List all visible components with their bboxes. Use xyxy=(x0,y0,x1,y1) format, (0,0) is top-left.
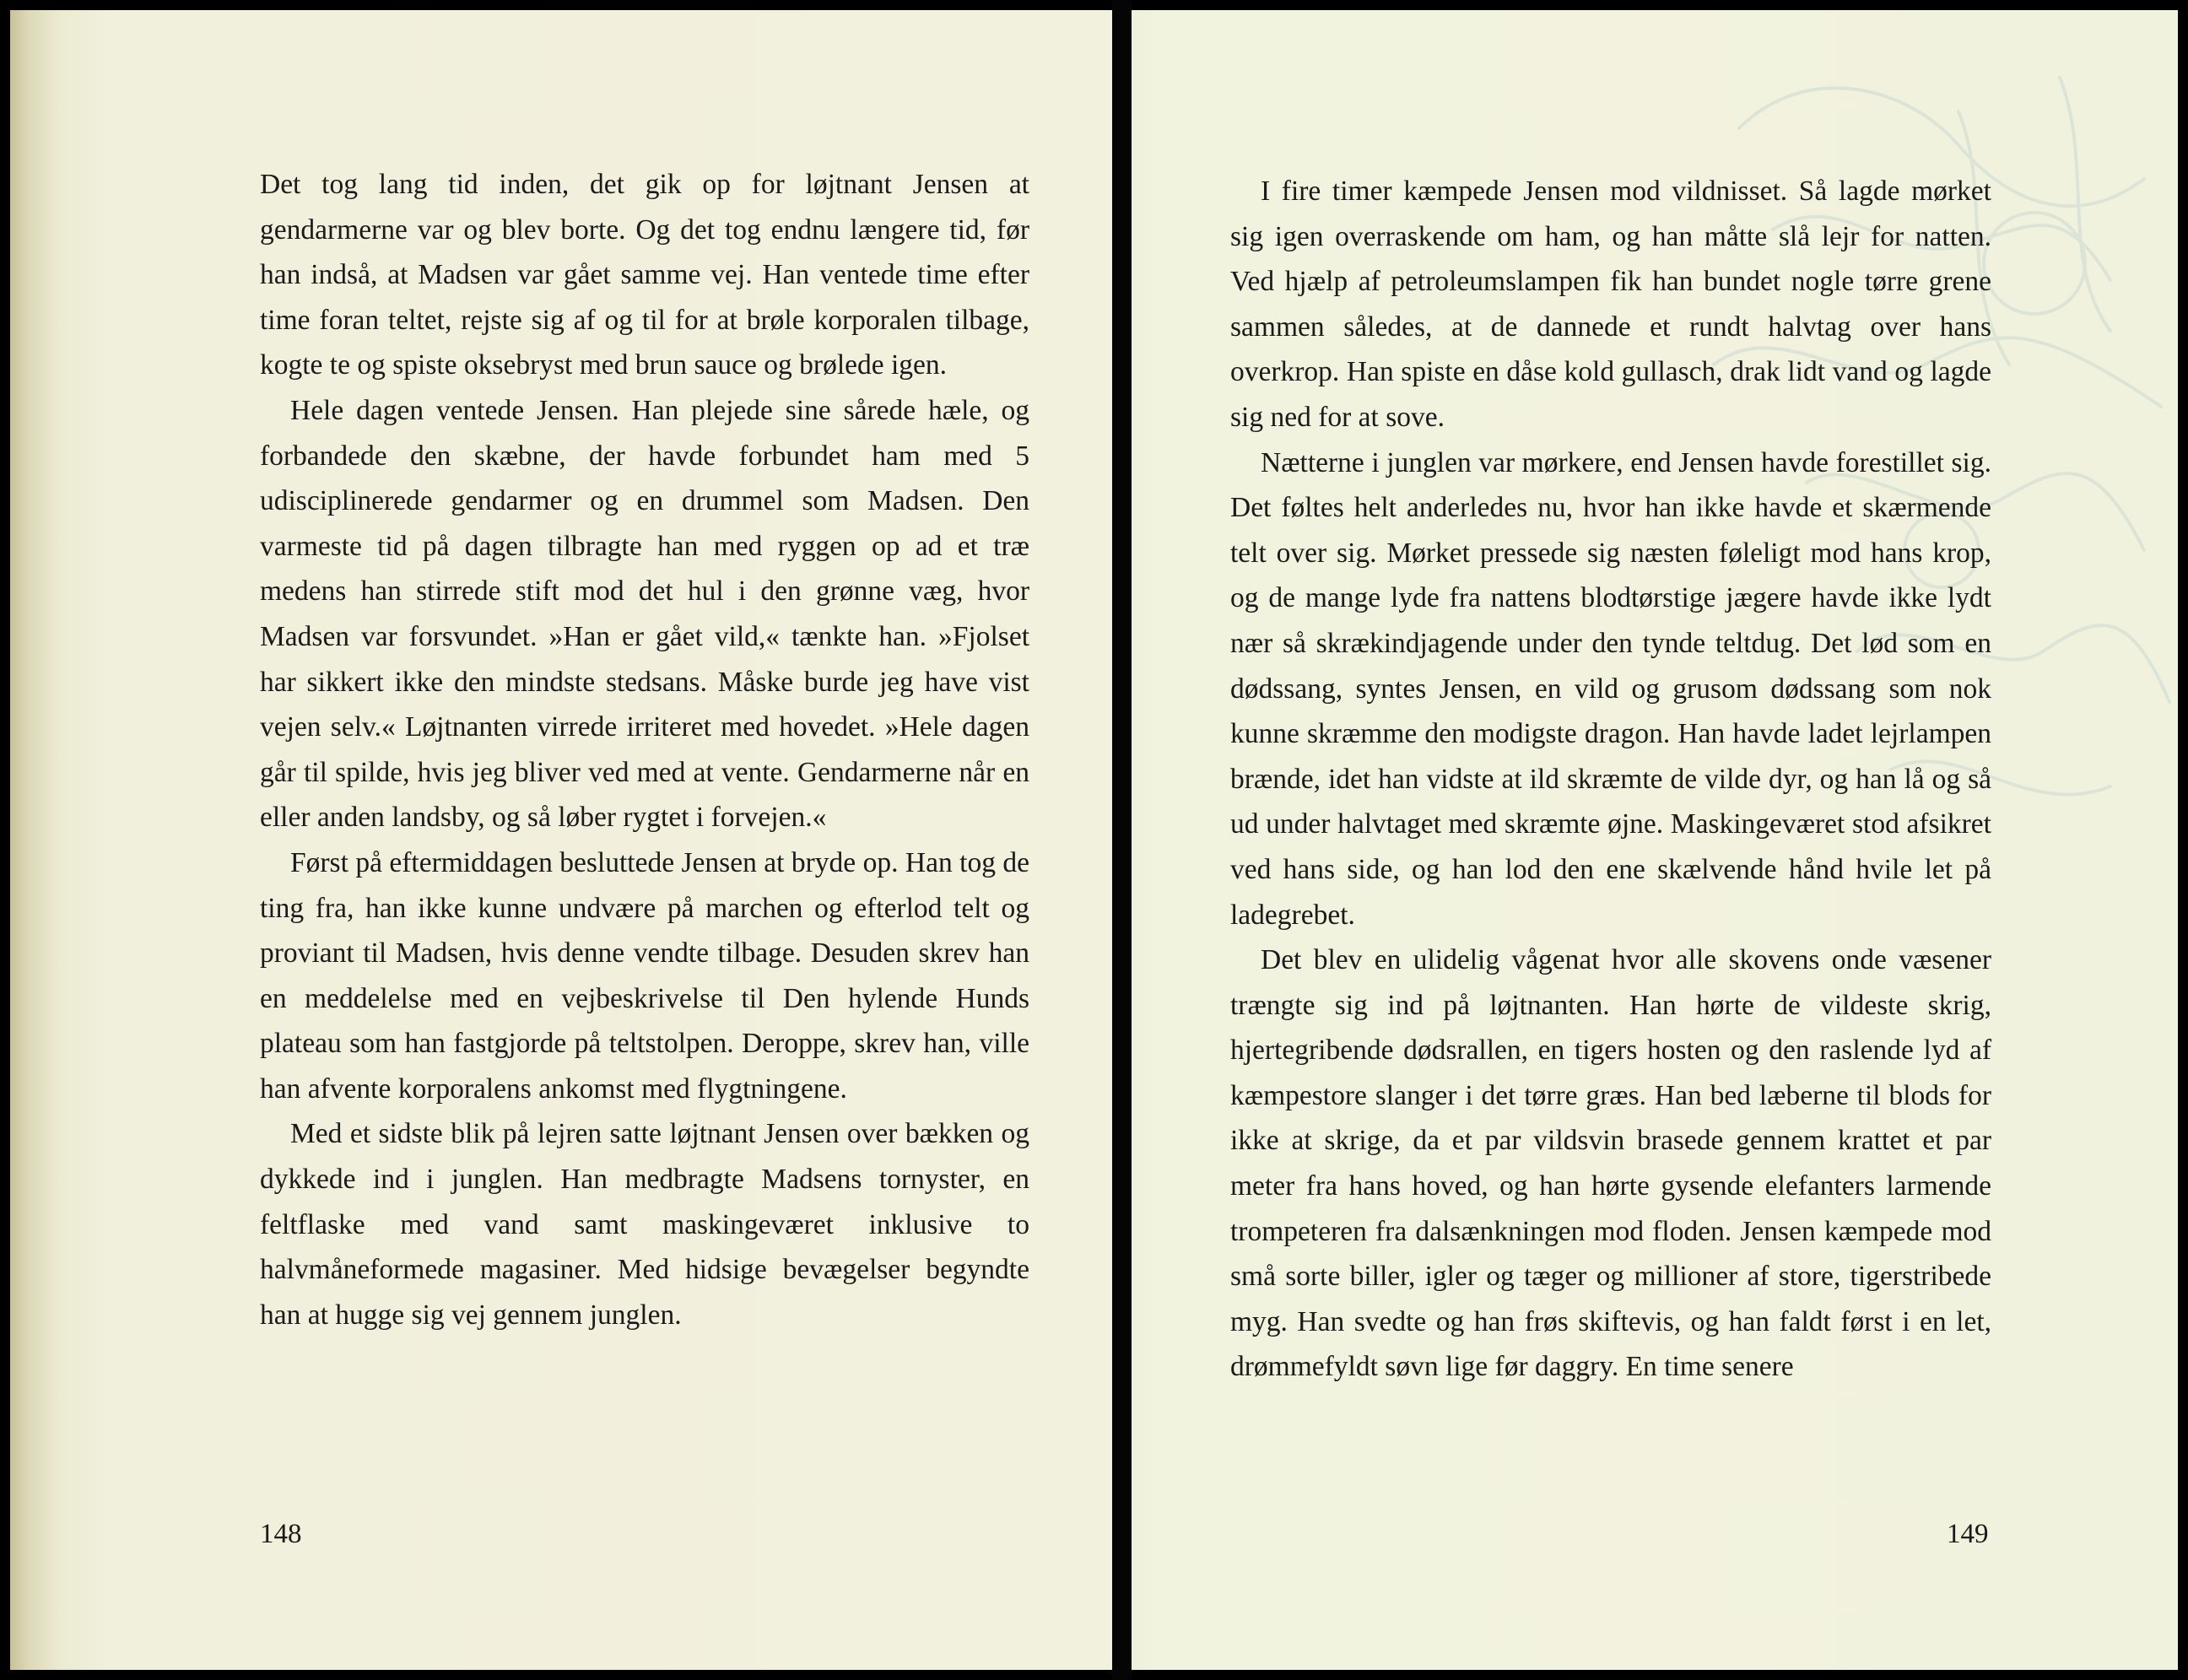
right-page-text xyxy=(1230,169,1991,1390)
paragraph: Først på eftermiddagen besluttede Jensen at bryde op. Han tog de ting fra, han ikke kunne undvære på marchen og efterlod telt og proviant til Madsen, hvis denne vendte tilbage. Desuden skrev han en meddelelse med en vejbeskrivelse til Den hylende Hunds plateau som han fastgjorde på teltstolpen. Deroppe, skrev han, ville han afvente korporalens ankomst med flygtningene. xyxy=(260,846,1029,1105)
paragraph: Det blev en ulidelig vågenat hvor alle skovens onde væsener trængte sig ind på løjtnanten. Han hørte de vildeste skrig, hjertegribende dødsrallen, en tigers hosten og den raslende lyd af kæmpestore slanger i det tørre græs. Han bed læberne til blods for ikke at skrige, da et par vildsvin brasede gennem krattet et par meter fra hans hoved, og han hørte gysende elefanters larmende trompeteren fra dalsænkningen mod floden. Jensen kæmpede mod små sorte biller, igler og tæger og millioner af store, tigerstribede myg. Han svedte og han frøs skiftevis, og han faldt først i en let, drømmefyldt søvn lige før daggry. En time senere xyxy=(1230,944,1991,1383)
page-number: 149 xyxy=(1947,1519,1989,1549)
book-gutter xyxy=(1112,0,1132,1680)
left-page xyxy=(10,10,1112,1670)
paragraph: Det tog lang tid inden, det gik op for løjtnant Jensen at gendarmerne var og blev borte. Og det tog endnu længere tid, før han indså, at Madsen var gået samme vej. Han ventede time efter time foran teltet, rejste sig af og til for at brøle korporalen tilbage, kogte te og spiste oksebryst med brun sauce og brølede igen. xyxy=(260,169,1029,381)
left-page-text xyxy=(260,162,1029,1337)
paragraph: Med et sidste blik på lejren satte løjtnant Jensen over bækken og dykkede ind i junglen. Han medbragte Madsens tornyster, en feltflaske med vand samt maskingeværet inklusive to halvmåneformede magasiner. Med hidsige bevægelser begyndte han at hugge sig vej gennem junglen. xyxy=(260,1118,1029,1331)
paragraph: I fire timer kæmpede Jensen mod vildnisset. Så lagde mørket sig igen overraskende om ham, og han måtte slå lejr for natten. Ved hjælp af petroleumslampen fik han bundet nogle tørre grene sammen således, at de dannede et rundt halvtag over hans overkrop. Han spiste en dåse kold gullasch, drak lidt vand og lagde sig ned for at sove. xyxy=(1230,176,1991,433)
right-page xyxy=(1132,10,2178,1670)
paragraph: Hele dagen ventede Jensen. Han plejede sine sårede hæle, og forbandede den skæbne, der havde forbundet ham med 5 udisciplinerede gendarmer og en drummel som Madsen. Den varmeste tid på dagen tilbragte han med ryggen op ad et træ medens han stirrede stift mod det hul i den grønne væg, hvor Madsen var forsvundet. »Han er gået vild,« tænkte han. »Fjolset har sikkert ikke den mindste stedsans. Måske burde jeg have vist vejen selv.« Løjtnanten virrede irriteret med hovedet. »Hele dagen går til spilde, hvis jeg bliver ved med at vente. Gendarmerne når en eller anden landsby, og så løber rygtet i forvejen.« xyxy=(260,394,1029,834)
paragraph: Nætterne i junglen var mørkere, end Jensen havde forestillet sig. Det føltes helt anderledes nu, hvor han ikke havde et skærmende telt over sig. Mørket pressede sig næsten føleligt mod hans krop, og de mange lyde fra nattens blodtørstige jægere havde ikke lydt nær så skrækindjagende under den tynde teltdug. Det lød som en dødssang, syntes Jensen, en vild og grusom dødssang som nok kunne skræmme den modigste dragon. Han havde ladet lejrlampen brænde, idet han vidste at ild skræmte de vilde dyr, og han lå og så ud under halvtaget med skræmte øjne. Maskingeværet stod afsikret ved hans side, og han lod den ene skælvende hånd hvile let på ladegrebet. xyxy=(1230,446,1991,931)
page-number: 148 xyxy=(260,1519,302,1549)
